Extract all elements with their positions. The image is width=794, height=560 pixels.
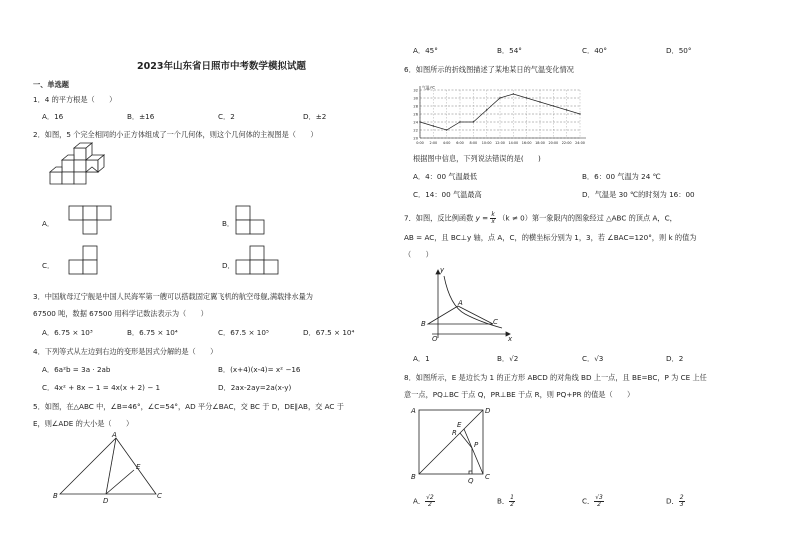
q4-option-a[interactable]: A．6a²b = 3a · 2ab: [42, 365, 111, 374]
q5-option-a[interactable]: A．45°: [413, 46, 438, 55]
q7-stem-part1: 7．如图，反比例函数: [404, 213, 474, 223]
q8-stem-line1: 8．如图所示，E 是边长为 1 的正方形 ABCD 的对角线 BD 上一点，且 BE=BC，P 为 CE 上任: [404, 373, 707, 382]
q2-option-d-view: [235, 245, 285, 277]
q7-func-fraction: [490, 212, 495, 225]
q2-option-a-view: [68, 205, 118, 235]
point-q-label: Q: [468, 477, 474, 485]
x-tick-label-7: 14:00: [508, 141, 519, 145]
data-point-3: [459, 121, 460, 122]
q1-stem: 1．4 的平方根是（ ）: [33, 95, 117, 104]
q6-option-b[interactable]: B．6：00 气温为 24 ℃: [582, 172, 661, 181]
x-tick-label-12: 24:00: [575, 141, 585, 145]
q8-option-b-label: B．: [497, 496, 510, 506]
segment-ce: [464, 429, 483, 474]
x-tick-label-3: 6:00: [456, 141, 464, 145]
x-tick-label-4: 8:00: [469, 141, 478, 145]
q8-option-a-label: A．: [413, 496, 426, 506]
q8-option-b-den: 2: [510, 501, 514, 508]
q2-option-a[interactable]: A．: [42, 219, 55, 228]
q2-option-c[interactable]: C．: [42, 261, 55, 270]
point-b-label: B: [421, 320, 426, 328]
q8-option-c-fraction: [594, 495, 604, 508]
y-tick-label-5: 30: [413, 96, 418, 101]
q2-solid-figure: [48, 146, 128, 196]
y-tick-label-2: 24: [413, 120, 418, 125]
q7-stem-line1: [404, 212, 677, 225]
q7-stem-part2: （k ≠ 0）第一象限内的图象经过 △ABC 的顶点 A，C，: [498, 213, 677, 223]
q2-option-c-view: [68, 245, 108, 277]
origin-label: O: [432, 335, 438, 343]
q1-option-b[interactable]: B．±16: [127, 112, 155, 121]
x-tick-label-9: 18:00: [535, 141, 545, 145]
q8-option-d-fraction: [679, 495, 685, 508]
q8-option-d-label: D．: [666, 496, 679, 506]
q8-option-b-num: 1: [510, 494, 514, 501]
q1-option-d[interactable]: D．±2: [303, 112, 327, 121]
q6-option-c[interactable]: C．14：00 气温最高: [413, 190, 482, 199]
point-p-label: P: [474, 441, 479, 449]
q8-option-a-num: √2: [426, 494, 434, 501]
y-tick-label-3: 26: [413, 112, 418, 117]
point-a-label: A: [458, 299, 463, 307]
q3-option-d[interactable]: D．67.5 × 10⁴: [303, 328, 355, 337]
q6-option-a[interactable]: A．4：00 气温最低: [413, 172, 478, 181]
q4-option-b[interactable]: B．(x+4)(x-4)= x² −16: [218, 365, 301, 374]
q7-stem-line3: （ ）: [404, 250, 433, 259]
q8-option-b[interactable]: [497, 495, 515, 508]
q5-triangle-figure: [52, 431, 167, 505]
point-a-label: A: [112, 431, 117, 439]
point-e-label: E: [457, 421, 462, 429]
q3-option-b[interactable]: B．6.75 × 10⁴: [127, 328, 178, 337]
q7-hyperbola-figure: [420, 266, 515, 341]
q7-stem-line2: AB = AC，且 BC⊥y 轴，点 A，C，的横坐标分别为 1，3，若 ∠BAC=120°，则 k 的值为: [404, 233, 697, 242]
q2-option-b-view: [235, 205, 275, 235]
q8-option-c-label: C．: [582, 496, 595, 506]
q8-option-d-den: 3: [679, 501, 684, 508]
point-c-label: C: [157, 492, 162, 500]
point-a-label: A: [411, 407, 416, 415]
x-tick-label-11: 22:00: [561, 141, 572, 145]
q5-option-c[interactable]: C．40°: [582, 46, 607, 55]
temperature-line-chart: [404, 82, 584, 152]
q8-option-b-fraction: [509, 495, 515, 508]
q8-option-d-num: 2: [679, 494, 684, 501]
x-tick-label-10: 20:00: [548, 141, 559, 145]
right-angle-q: [469, 471, 472, 474]
data-point-7: [513, 93, 514, 94]
q8-option-c-den: 2: [597, 501, 601, 508]
q7-func-y: y =: [475, 213, 489, 223]
q5-stem-line1: 5．如图，在△ABC 中，∠B=46°，∠C=54°，AD 平分∠BAC，交 BC 于 D，DE∥AB，交 AC 于: [33, 402, 344, 411]
q3-option-c[interactable]: C．67.5 × 10⁵: [218, 328, 269, 337]
point-d-label: D: [485, 407, 491, 415]
data-point-0: [419, 121, 420, 122]
q7-func-denominator: x: [491, 218, 495, 225]
q7-option-b[interactable]: B．√2: [497, 354, 519, 363]
data-point-2: [446, 129, 447, 130]
q8-option-a[interactable]: [413, 495, 435, 508]
q8-option-c-num: √3: [595, 494, 603, 501]
q1-option-a[interactable]: A．16: [42, 112, 64, 121]
q2-option-b[interactable]: B．: [222, 219, 235, 228]
q3-option-a[interactable]: A．6.75 × 10³: [42, 328, 93, 337]
x-tick-label-1: 2:00: [429, 141, 438, 145]
data-point-5: [486, 109, 487, 110]
q6-stem-after: 根据图中信息，下列说法错误的是( ): [413, 154, 541, 163]
data-point-8: [526, 97, 527, 98]
q4-option-d[interactable]: D．2ax-2ay=2a(x-y): [218, 383, 292, 392]
y-tick-label-6: 32: [413, 88, 418, 93]
point-e-label: E: [136, 463, 141, 471]
q7-option-a[interactable]: A．1: [413, 354, 430, 363]
q3-stem-line1: 3．中国航母辽宁舰是中国人民海军第一艘可以搭载固定翼飞机的航空母舰,满载排水量为: [33, 292, 313, 301]
data-point-6: [499, 97, 500, 98]
data-point-9: [539, 101, 540, 102]
q8-option-a-fraction: [425, 495, 435, 508]
q7-option-d[interactable]: D．2: [666, 354, 684, 363]
q4-option-c[interactable]: C．4x² + 8x − 1 = 4x(x + 2) − 1: [42, 383, 161, 392]
q2-option-d[interactable]: D．: [222, 261, 235, 270]
q8-option-d[interactable]: [666, 495, 685, 508]
q2-stem: 2．如图，5 个完全相同的小正方体组成了一个几何体，则这个几何体的主视图是（ ）: [33, 130, 318, 139]
y-tick-label-0: 20: [413, 136, 418, 141]
segment-pr: [460, 433, 472, 448]
data-point-11: [566, 109, 567, 110]
y-tick-label-1: 22: [413, 128, 418, 133]
point-r-label: R: [452, 429, 457, 437]
q6-option-d[interactable]: D．气温是 30 ℃的时刻为 16：00: [582, 190, 695, 199]
point-c-label: C: [493, 318, 498, 326]
q1-option-c[interactable]: C．2: [218, 112, 235, 121]
x-tick-label-5: 10:00: [481, 141, 492, 145]
q4-stem: 4．下列等式从左边到右边的变形是因式分解的是（ ）: [33, 347, 218, 356]
section-heading: 一、单选题: [33, 80, 69, 89]
axis-x-label: x: [508, 335, 513, 343]
q5-option-b[interactable]: B．54°: [497, 46, 522, 55]
y-axis-label: 气温/℃: [422, 85, 436, 90]
x-tick-label-0: 0:00: [416, 141, 424, 145]
q8-stem-line2: 意一点，PQ⊥BC 于点 Q，PR⊥BE 于点 R，则 PQ+PR 的值是（ ）: [404, 390, 635, 399]
axis-y-label: y: [440, 266, 445, 274]
x-tick-label-8: 16:00: [521, 141, 532, 145]
point-b-label: B: [53, 492, 58, 500]
y-tick-label-4: 28: [413, 104, 418, 109]
point-d-label: D: [103, 497, 109, 505]
point-c-label: C: [485, 473, 490, 481]
data-point-1: [433, 125, 434, 126]
data-point-4: [473, 121, 474, 122]
q5-option-d[interactable]: D．50°: [666, 46, 692, 55]
q7-option-c[interactable]: C．√3: [582, 354, 604, 363]
x-tick-label-2: 4:00: [442, 141, 451, 145]
exam-title: 2023年山东省日照市中考数学模拟试题: [137, 61, 306, 72]
q8-square-figure: [410, 404, 495, 484]
q3-stem-line2: 67500 吨，数据 67500 用科学记数法表示为（ ）: [33, 309, 208, 318]
q6-stem: 6．如图所示的折线图描述了某地某日的气温变化情况: [404, 65, 574, 74]
x-tick-label-6: 12:00: [495, 141, 505, 145]
segment-de: [106, 470, 134, 494]
data-point-12: [579, 113, 580, 114]
data-point-10: [553, 105, 554, 106]
q7-func-numerator: k: [491, 211, 495, 218]
q5-stem-line2: E，则∠ADE 的大小是（ ）: [33, 419, 134, 428]
point-b-label: B: [411, 473, 416, 481]
triangle-abc: [60, 438, 156, 494]
q8-option-a-den: 2: [428, 501, 432, 508]
q8-option-c[interactable]: [582, 495, 604, 508]
